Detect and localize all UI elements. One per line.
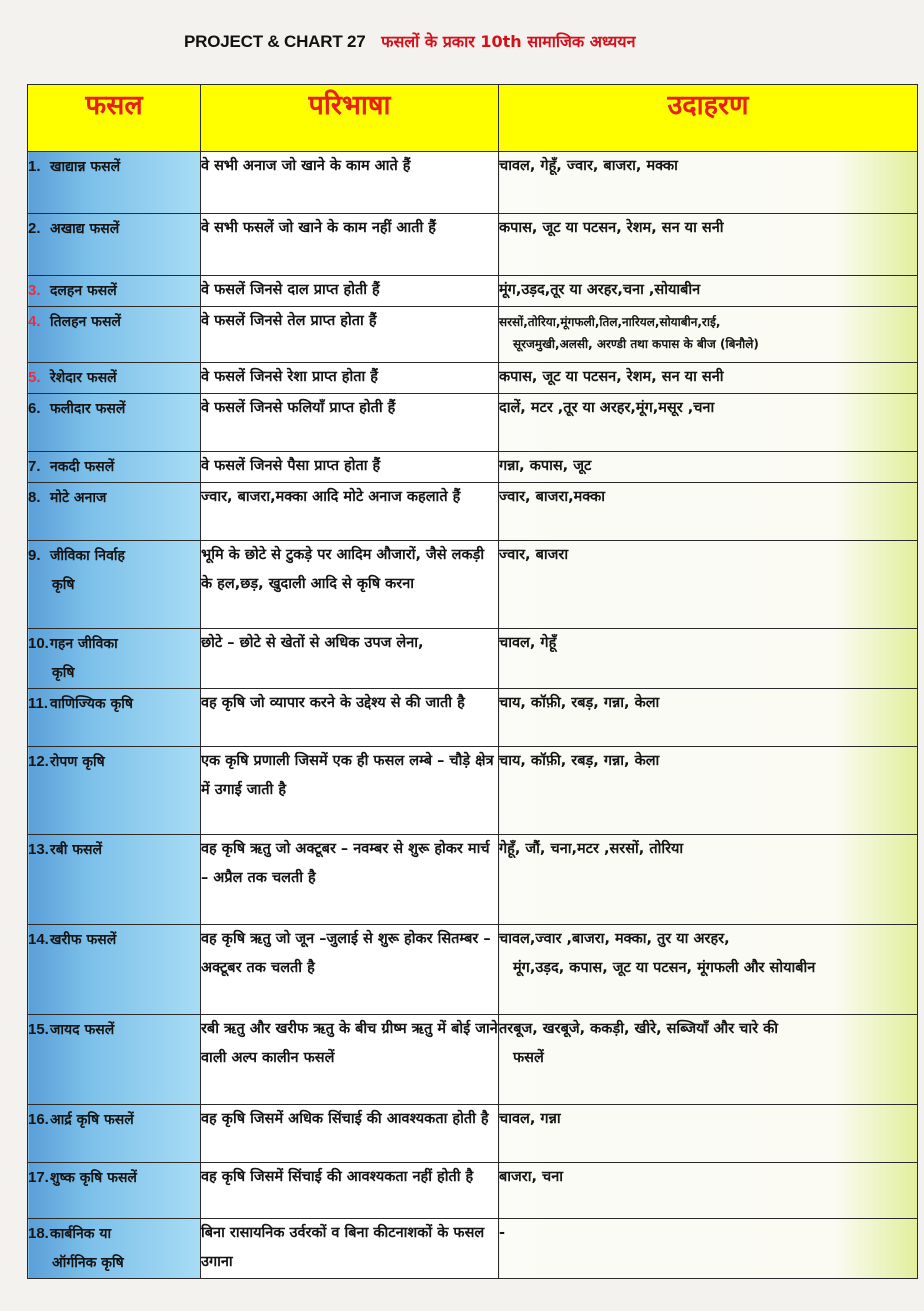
row-number: 17.	[28, 1169, 49, 1186]
table-row	[28, 629, 918, 689]
title-hindi: फसलों के प्रकार 10th सामाजिक अध्ययन	[381, 32, 636, 51]
row-number: 13.	[28, 841, 49, 858]
definition-cell: वह कृषि जिसमें सिंचाई की आवश्यकता नहीं होती है	[201, 1163, 499, 1219]
examples-text-cont: फसलें	[513, 1050, 544, 1066]
crop-name-cont: ऑर्गनिक कृषि	[52, 1255, 124, 1271]
crop-name: फलीदार फसलें	[50, 401, 126, 417]
crop-name: जायद फसलें	[50, 1022, 115, 1038]
examples-cell	[499, 483, 918, 541]
examples-text: चावल, गेहूँ	[499, 635, 557, 651]
crop-name: नकदी फसलें	[50, 459, 115, 475]
examples-text: चावल, गेहूँ, ज्वार, बाजरा, मक्का	[499, 158, 678, 174]
crop-cell	[28, 276, 201, 307]
row-number: 7.	[28, 458, 41, 475]
definition-cell: वे फसलें जिनसे दाल प्राप्त होती हैं	[201, 276, 499, 307]
definition-cell: वे फसलें जिनसे पैसा प्राप्त होता हैं	[201, 452, 499, 483]
table-header-row	[28, 85, 918, 152]
examples-cell	[499, 307, 918, 363]
header-examples: उदाहरण	[499, 85, 918, 152]
crop-cell	[28, 452, 201, 483]
examples-text: कपास, जूट या पटसन, रेशम, सन या सनी	[499, 369, 724, 385]
crop-name: रबी फसलें	[50, 842, 102, 858]
definition-cell: वे फसलें जिनसे रेशा प्राप्त होता हैं	[201, 363, 499, 394]
definition-cell: वे सभी अनाज जो खाने के काम आते हैं	[201, 152, 499, 214]
crop-cell	[28, 394, 201, 452]
examples-text: चाय, कॉफ़ी, रबड़, गन्ना, केला	[499, 753, 660, 769]
examples-cell	[499, 1163, 918, 1219]
row-number: 4.	[28, 313, 41, 330]
definition-cell: वह कृषि ऋतु जो अक्टूबर – नवम्बर से शुरू होकर मार्च – अप्रैल तक चलती है	[201, 835, 499, 925]
examples-text: चावल, गन्ना	[499, 1111, 561, 1127]
table-row	[28, 307, 918, 363]
crop-cell	[28, 1105, 201, 1163]
examples-text: तरबूज, खरबूजे, ककड़ी, खीरे, सब्जियाँ और चारे की	[499, 1021, 779, 1037]
crop-cell	[28, 483, 201, 541]
crop-name: मोटे अनाज	[50, 490, 107, 506]
definition-cell: वह कृषि ऋतु जो जून –जुलाई से शुरू होकर सितम्बर – अक्टूबर तक चलती है	[201, 925, 499, 1015]
table-row	[28, 925, 918, 1015]
examples-cell	[499, 1015, 918, 1105]
definition-cell: वे फसलें जिनसे तेल प्राप्त होता हैं	[201, 307, 499, 363]
crop-name: खरीफ फसलें	[50, 932, 117, 948]
row-number: 15.	[28, 1021, 49, 1038]
crop-name: तिलहन फसलें	[50, 314, 121, 330]
crop-cell	[28, 835, 201, 925]
examples-text: गेहूँ, जौं, चना,मटर ,सरसों, तोरिया	[499, 841, 684, 857]
row-number: 12.	[28, 753, 49, 770]
crop-cell	[28, 747, 201, 835]
row-number: 10.	[28, 635, 49, 652]
examples-text: बाजरा, चना	[499, 1169, 564, 1185]
definition-cell: वह कृषि जो व्यापार करने के उद्देश्य से की जाती है	[201, 689, 499, 747]
crop-cell	[28, 152, 201, 214]
crop-cell	[28, 363, 201, 394]
examples-cell	[499, 363, 918, 394]
crop-name-cont: कृषि	[52, 665, 75, 681]
examples-cell	[499, 747, 918, 835]
examples-text: -	[499, 1225, 506, 1241]
examples-cell	[499, 152, 918, 214]
table-row	[28, 1219, 918, 1279]
row-number: 11.	[28, 695, 49, 712]
row-number: 3.	[28, 282, 41, 299]
examples-cell	[499, 541, 918, 629]
examples-cell	[499, 1105, 918, 1163]
table-row	[28, 276, 918, 307]
crop-cell	[28, 1219, 201, 1279]
table-row	[28, 152, 918, 214]
crop-cell	[28, 541, 201, 629]
definition-cell: वह कृषि जिसमें अधिक सिंचाई की आवश्यकता होती है	[201, 1105, 499, 1163]
row-number: 5.	[28, 369, 41, 386]
definition-cell: ज्वार, बाजरा,मक्का आदि मोटे अनाज कहलाते हैं	[201, 483, 499, 541]
row-number: 1.	[28, 158, 41, 175]
definition-cell: एक कृषि प्रणाली जिसमें एक ही फसल लम्बे – चौड़े क्षेत्र में उगाई जाती है	[201, 747, 499, 835]
table-row	[28, 1105, 918, 1163]
crop-name: कार्बनिक या	[50, 1226, 112, 1242]
crop-name: जीविका निर्वाह	[50, 548, 125, 564]
definition-cell: छोटे – छोटे से खेतों से अधिक उपज लेना,	[201, 629, 499, 689]
header-definition: परिभाषा	[201, 85, 499, 152]
row-number: 2.	[28, 220, 41, 237]
examples-text: सरसों,तोरिया,मूंगफली,तिल,नारियल,सोयाबीन,राई,	[499, 315, 721, 329]
table-row	[28, 835, 918, 925]
definition-cell: रबी ऋतु और खरीफ ऋतु के बीच ग्रीष्म ऋतु में बोई जाने वाली अल्प कालीन फसलें	[201, 1015, 499, 1105]
table-row	[28, 689, 918, 747]
examples-cell	[499, 276, 918, 307]
examples-cell	[499, 452, 918, 483]
crop-name: आर्द्र कृषि फसलें	[50, 1112, 134, 1128]
crop-name: अखाद्य फसलें	[50, 221, 120, 237]
crop-name: रोपण कृषि	[50, 754, 105, 770]
crop-name: वाणिज्यिक कृषि	[50, 696, 134, 712]
definition-cell: वे सभी फसलें जो खाने के काम नहीं आती हैं	[201, 214, 499, 276]
crop-name: रेशेदार फसलें	[50, 370, 117, 386]
crop-cell	[28, 629, 201, 689]
row-number: 9.	[28, 547, 41, 564]
crop-name: शुष्क कृषि फसलें	[50, 1170, 137, 1186]
page-title	[184, 30, 635, 52]
examples-cell	[499, 835, 918, 925]
examples-cell	[499, 1219, 918, 1279]
examples-text-cont: मूंग,उड़द, कपास, जूट या पटसन, मूंगफली और सोयाबीन	[513, 960, 816, 976]
crop-cell	[28, 214, 201, 276]
crop-name: दलहन फसलें	[50, 283, 117, 299]
row-number: 8.	[28, 489, 41, 506]
definition-cell: बिना रासायनिक उर्वरकों व बिना कीटनाशकों के फसल उगाना	[201, 1219, 499, 1279]
row-number: 14.	[28, 931, 49, 948]
definition-cell: वे फसलें जिनसे फलियाँ प्राप्त होती हैं	[201, 394, 499, 452]
examples-text: ज्वार, बाजरा	[499, 547, 569, 563]
row-number: 16.	[28, 1111, 49, 1128]
crop-name: गहन जीविका	[50, 636, 118, 652]
table-row	[28, 394, 918, 452]
table-row	[28, 1163, 918, 1219]
crop-name: खाद्यान्न फसलें	[50, 159, 121, 175]
examples-text: चावल,ज्वार ,बाजरा, मक्का, तुर या अरहर,	[499, 931, 730, 947]
row-number: 18.	[28, 1225, 49, 1242]
examples-cell	[499, 394, 918, 452]
table-row	[28, 452, 918, 483]
crop-types-table	[27, 84, 918, 1279]
crop-cell	[28, 925, 201, 1015]
examples-text: कपास, जूट या पटसन, रेशम, सन या सनी	[499, 220, 724, 236]
examples-text: ज्वार, बाजरा,मक्का	[499, 489, 606, 505]
definition-cell: भूमि के छोटे से टुकड़े पर आदिम औजारों, जैसे लकड़ी के हल,छड़, खुदाली आदि से कृषि करना	[201, 541, 499, 629]
examples-text: दालें, मटर ,तूर या अरहर,मूंग,मसूर ,चना	[499, 400, 715, 416]
table-row	[28, 483, 918, 541]
examples-text-cont: सूरजमुखी,अलसी, अरण्डी तथा कपास के बीज (बिनौले)	[513, 337, 759, 351]
table-row	[28, 1015, 918, 1105]
title-english: PROJECT & CHART 27	[184, 32, 366, 51]
examples-cell	[499, 214, 918, 276]
header-crop: फसल	[28, 85, 201, 152]
table-row	[28, 747, 918, 835]
crop-cell	[28, 307, 201, 363]
examples-text: चाय, कॉफ़ी, रबड़, गन्ना, केला	[499, 695, 660, 711]
table-row	[28, 363, 918, 394]
examples-text: मूंग,उड़द,तूर या अरहर,चना ,सोयाबीन	[499, 282, 701, 298]
examples-cell	[499, 689, 918, 747]
examples-cell	[499, 629, 918, 689]
table-row	[28, 214, 918, 276]
crop-cell	[28, 1163, 201, 1219]
examples-text: गन्ना, कपास, जूट	[499, 458, 592, 474]
row-number: 6.	[28, 400, 41, 417]
crop-name-cont: कृषि	[52, 577, 75, 593]
examples-cell	[499, 925, 918, 1015]
table-row	[28, 541, 918, 629]
crop-cell	[28, 1015, 201, 1105]
crop-cell	[28, 689, 201, 747]
